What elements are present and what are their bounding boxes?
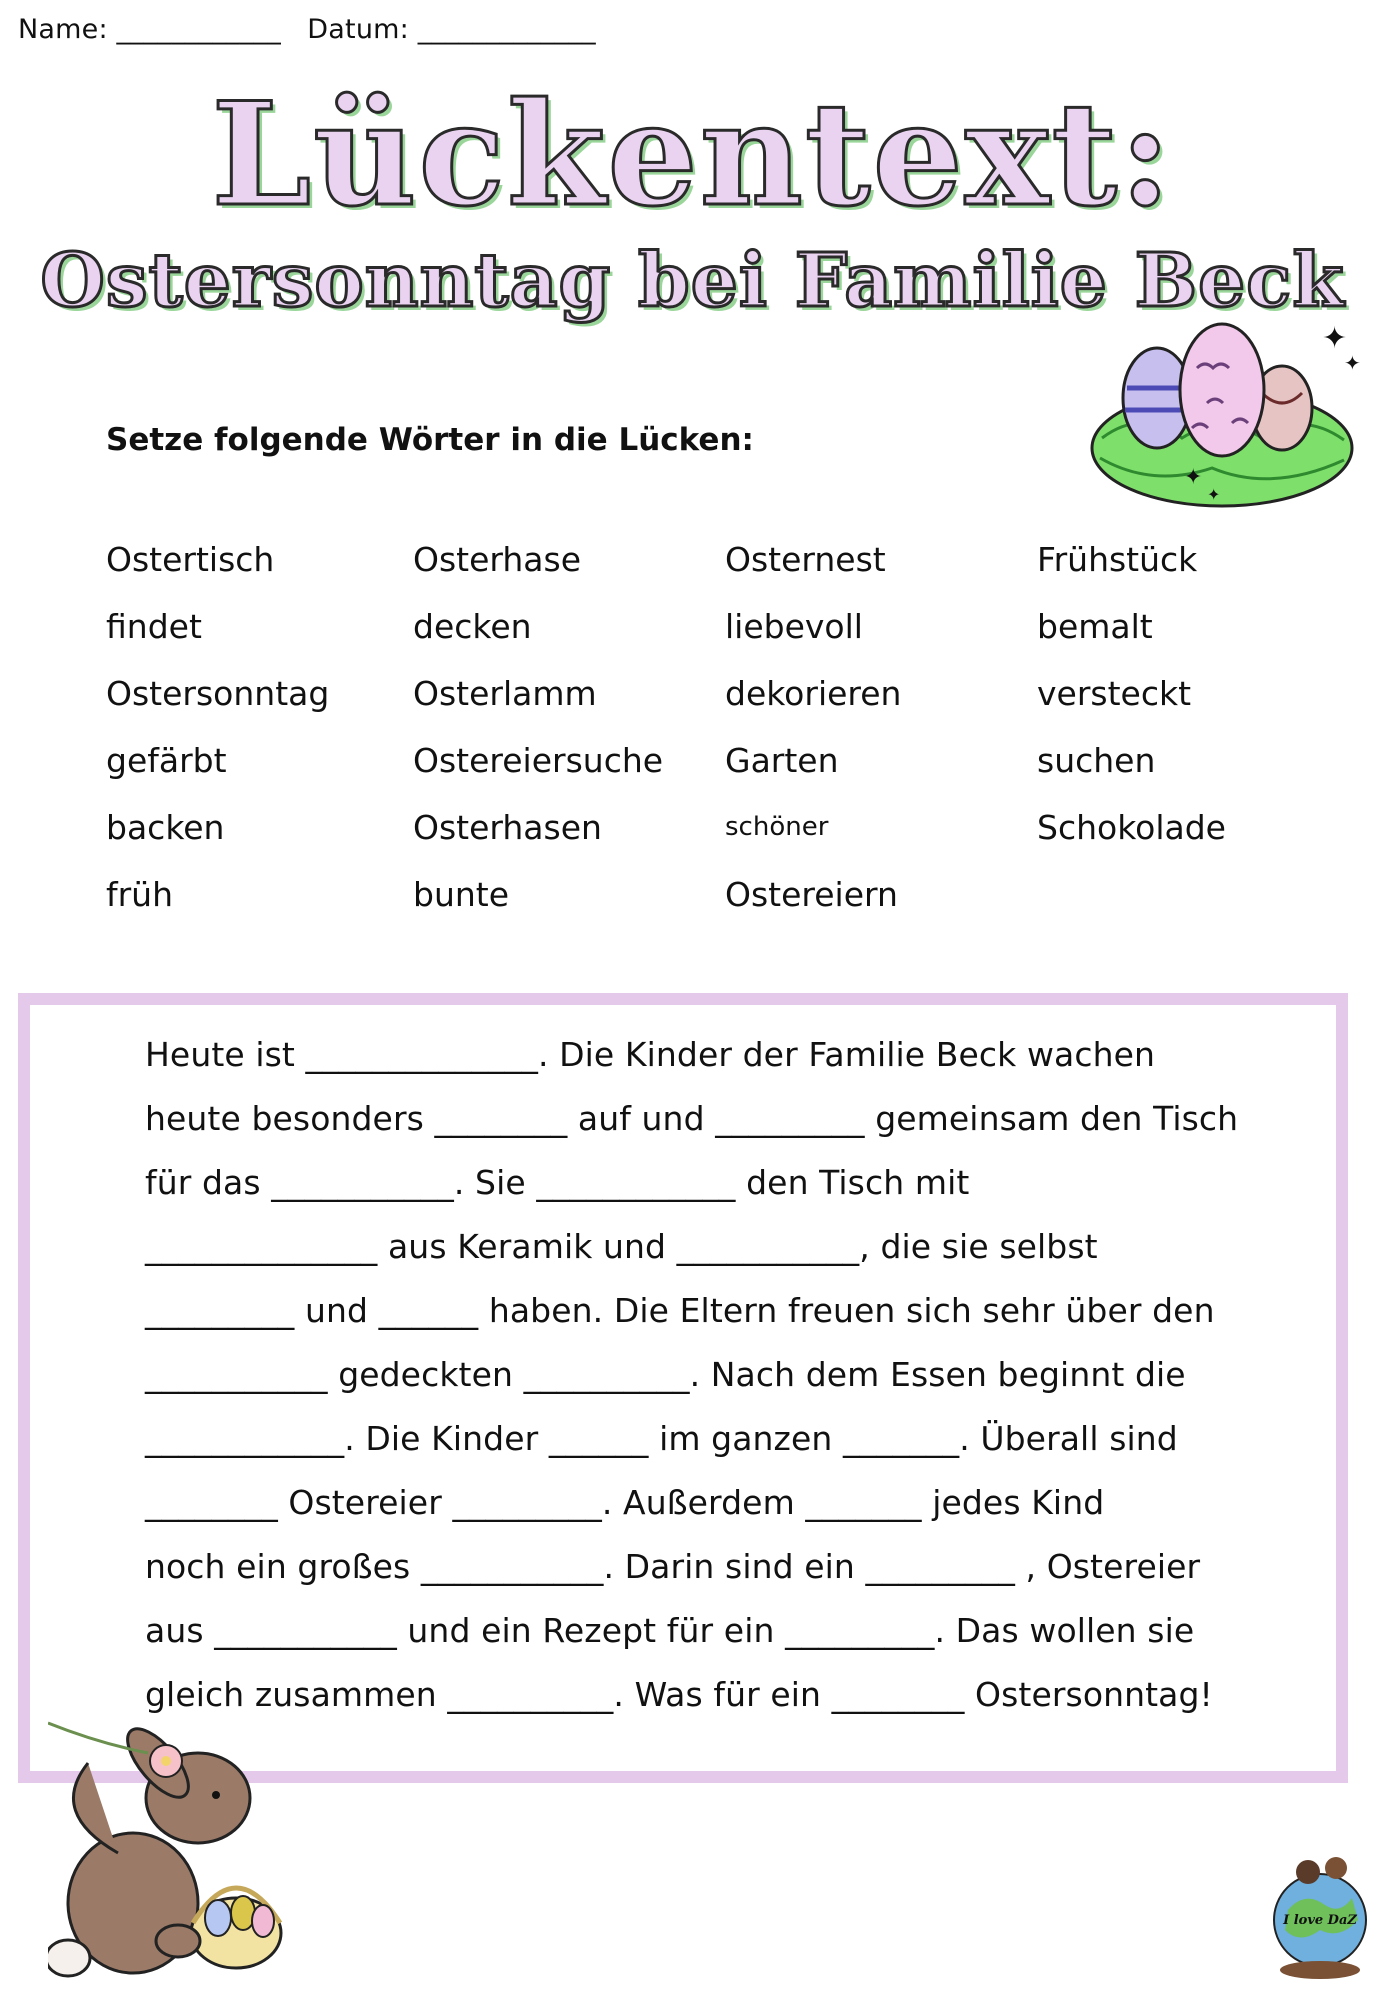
cloze-line: gleich zusammen __________. Was für ein ________ Ostersonntag! [145,1675,1213,1714]
logo-text: I love DaZ [1283,1913,1357,1928]
svg-text:✦: ✦ [1184,465,1203,490]
globe-logo-icon [1270,1850,1370,1984]
instruction-text: Setze folgende Wörter in die Lücken: [106,422,754,458]
cloze-line: ________ Ostereier _________. Außerdem _______ jedes Kind [145,1483,1105,1522]
cloze-line: noch ein großes ___________. Darin sind ein _________ , Ostereier [145,1547,1201,1586]
word-bank-item: liebevoll [725,607,863,646]
svg-text:✦: ✦ [1207,485,1221,504]
word-bank-item: findet [106,607,202,646]
cloze-line: _________ und ______ haben. Die Eltern freuen sich sehr über den [145,1291,1215,1330]
cloze-line: ___________ gedeckten __________. Nach dem Essen beginnt die [145,1355,1186,1394]
word-bank [106,540,1256,940]
cloze-text-box [18,993,1348,1783]
word-bank-item: Osterlamm [413,674,597,713]
word-bank-item: bemalt [1037,607,1153,646]
date-field[interactable]: Datum: _____________ [307,14,596,45]
word-bank-item: Ostertisch [106,540,275,579]
cloze-line: ____________. Die Kinder ______ im ganzen _______. Überall sind [145,1419,1178,1458]
cloze-line: für das ___________. Sie ____________ den Tisch mit [145,1163,970,1202]
svg-text:✦: ✦ [1322,321,1348,356]
word-bank-item: früh [106,875,174,914]
word-bank-item: Osternest [725,540,886,579]
cloze-line: heute besonders ________ auf und _________ gemeinsam den Tisch [145,1099,1239,1138]
svg-text:✦: ✦ [1344,351,1361,375]
word-bank-item: Ostereiersuche [413,741,664,780]
word-bank-item: decken [413,607,532,646]
word-bank-item: schöner [725,812,829,842]
cloze-line: ______________ aus Keramik und ___________, die sie selbst [145,1227,1098,1266]
word-bank-item: Frühstück [1037,540,1198,579]
page-title: Lückentext: [211,72,1174,238]
word-bank-item: Ostersonntag [106,674,330,713]
word-bank-item: Osterhase [413,540,582,579]
word-bank-item: Osterhasen [413,808,602,847]
word-bank-item: dekorieren [725,674,902,713]
page-subtitle: Ostersonntag bei Familie Beck [40,238,1345,324]
word-bank-item: versteckt [1037,674,1192,713]
name-field[interactable]: Name: ____________ [18,14,281,45]
word-bank-item: Ostereiern [725,875,898,914]
word-bank-item: suchen [1037,741,1156,780]
easter-egg-nest-icon [1082,318,1382,532]
cloze-line: aus ___________ und ein Rezept für ein _________. Das wollen sie [145,1611,1195,1650]
word-bank-item: gefärbt [106,741,227,780]
name-date-line [18,14,596,45]
word-bank-item: Garten [725,741,839,780]
word-bank-item: backen [106,808,225,847]
cloze-line: Heute ist ______________. Die Kinder der Familie Beck wachen [145,1035,1156,1074]
word-bank-item: bunte [413,875,510,914]
easter-bunny-icon [48,1703,318,1987]
word-bank-item: Schokolade [1037,808,1226,847]
